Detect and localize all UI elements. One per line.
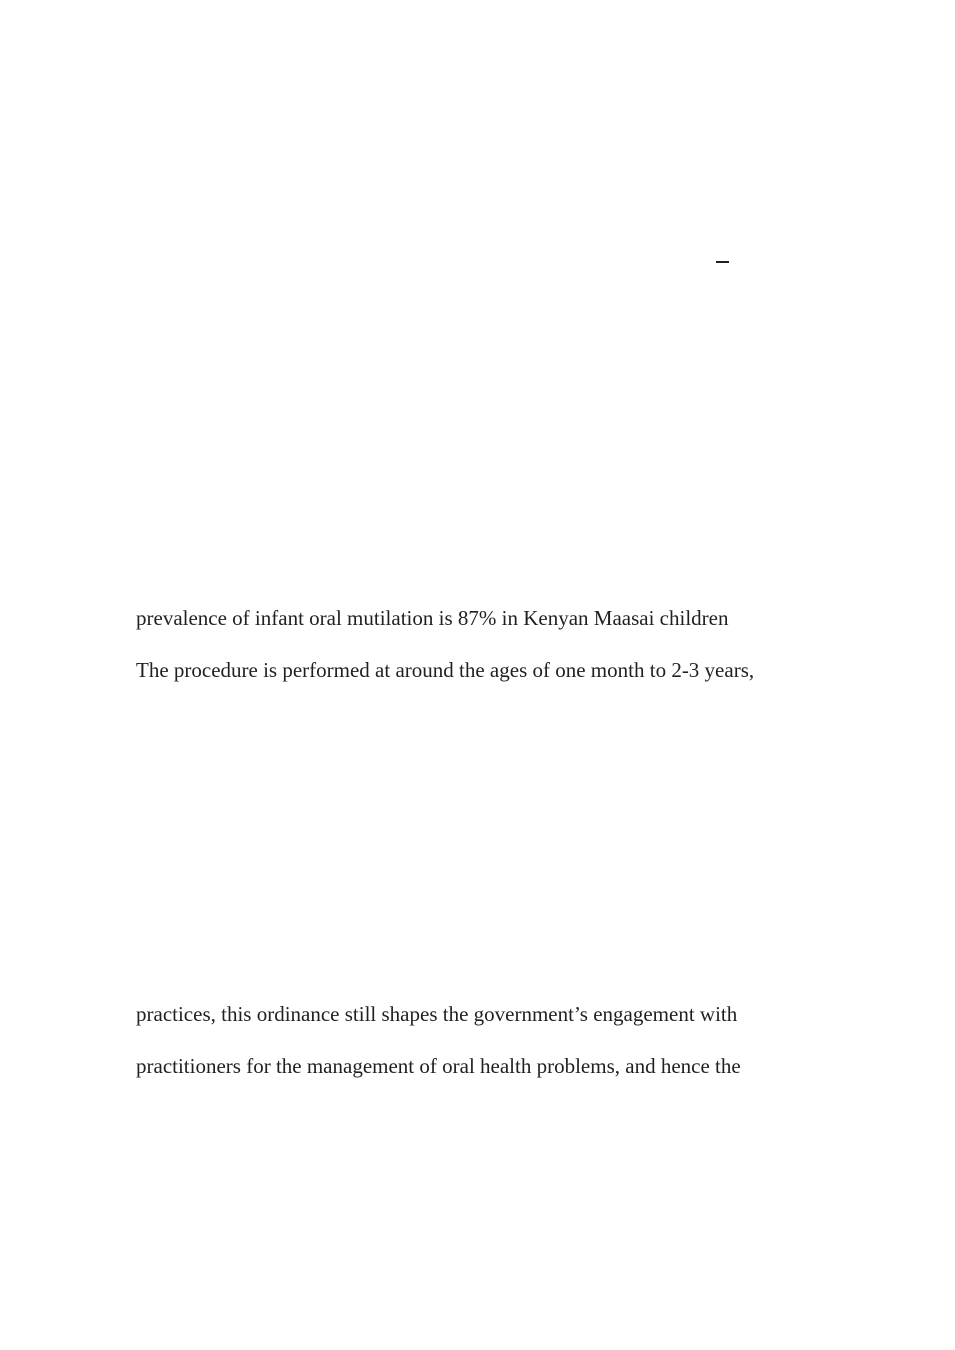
text-line-practices: practices, this ordinance still shapes the government’s engagement with: [136, 1002, 738, 1026]
text-line-prevalence: prevalence of infant oral mutilation is 87% in Kenyan Maasai children: [136, 606, 729, 630]
text-line-practitioners: practitioners for the management of oral health problems, and hence the: [136, 1054, 741, 1078]
dash-mark: [716, 261, 729, 263]
text-line-procedure: The procedure is performed at around the ages of one month to 2-3 years,: [136, 658, 755, 682]
